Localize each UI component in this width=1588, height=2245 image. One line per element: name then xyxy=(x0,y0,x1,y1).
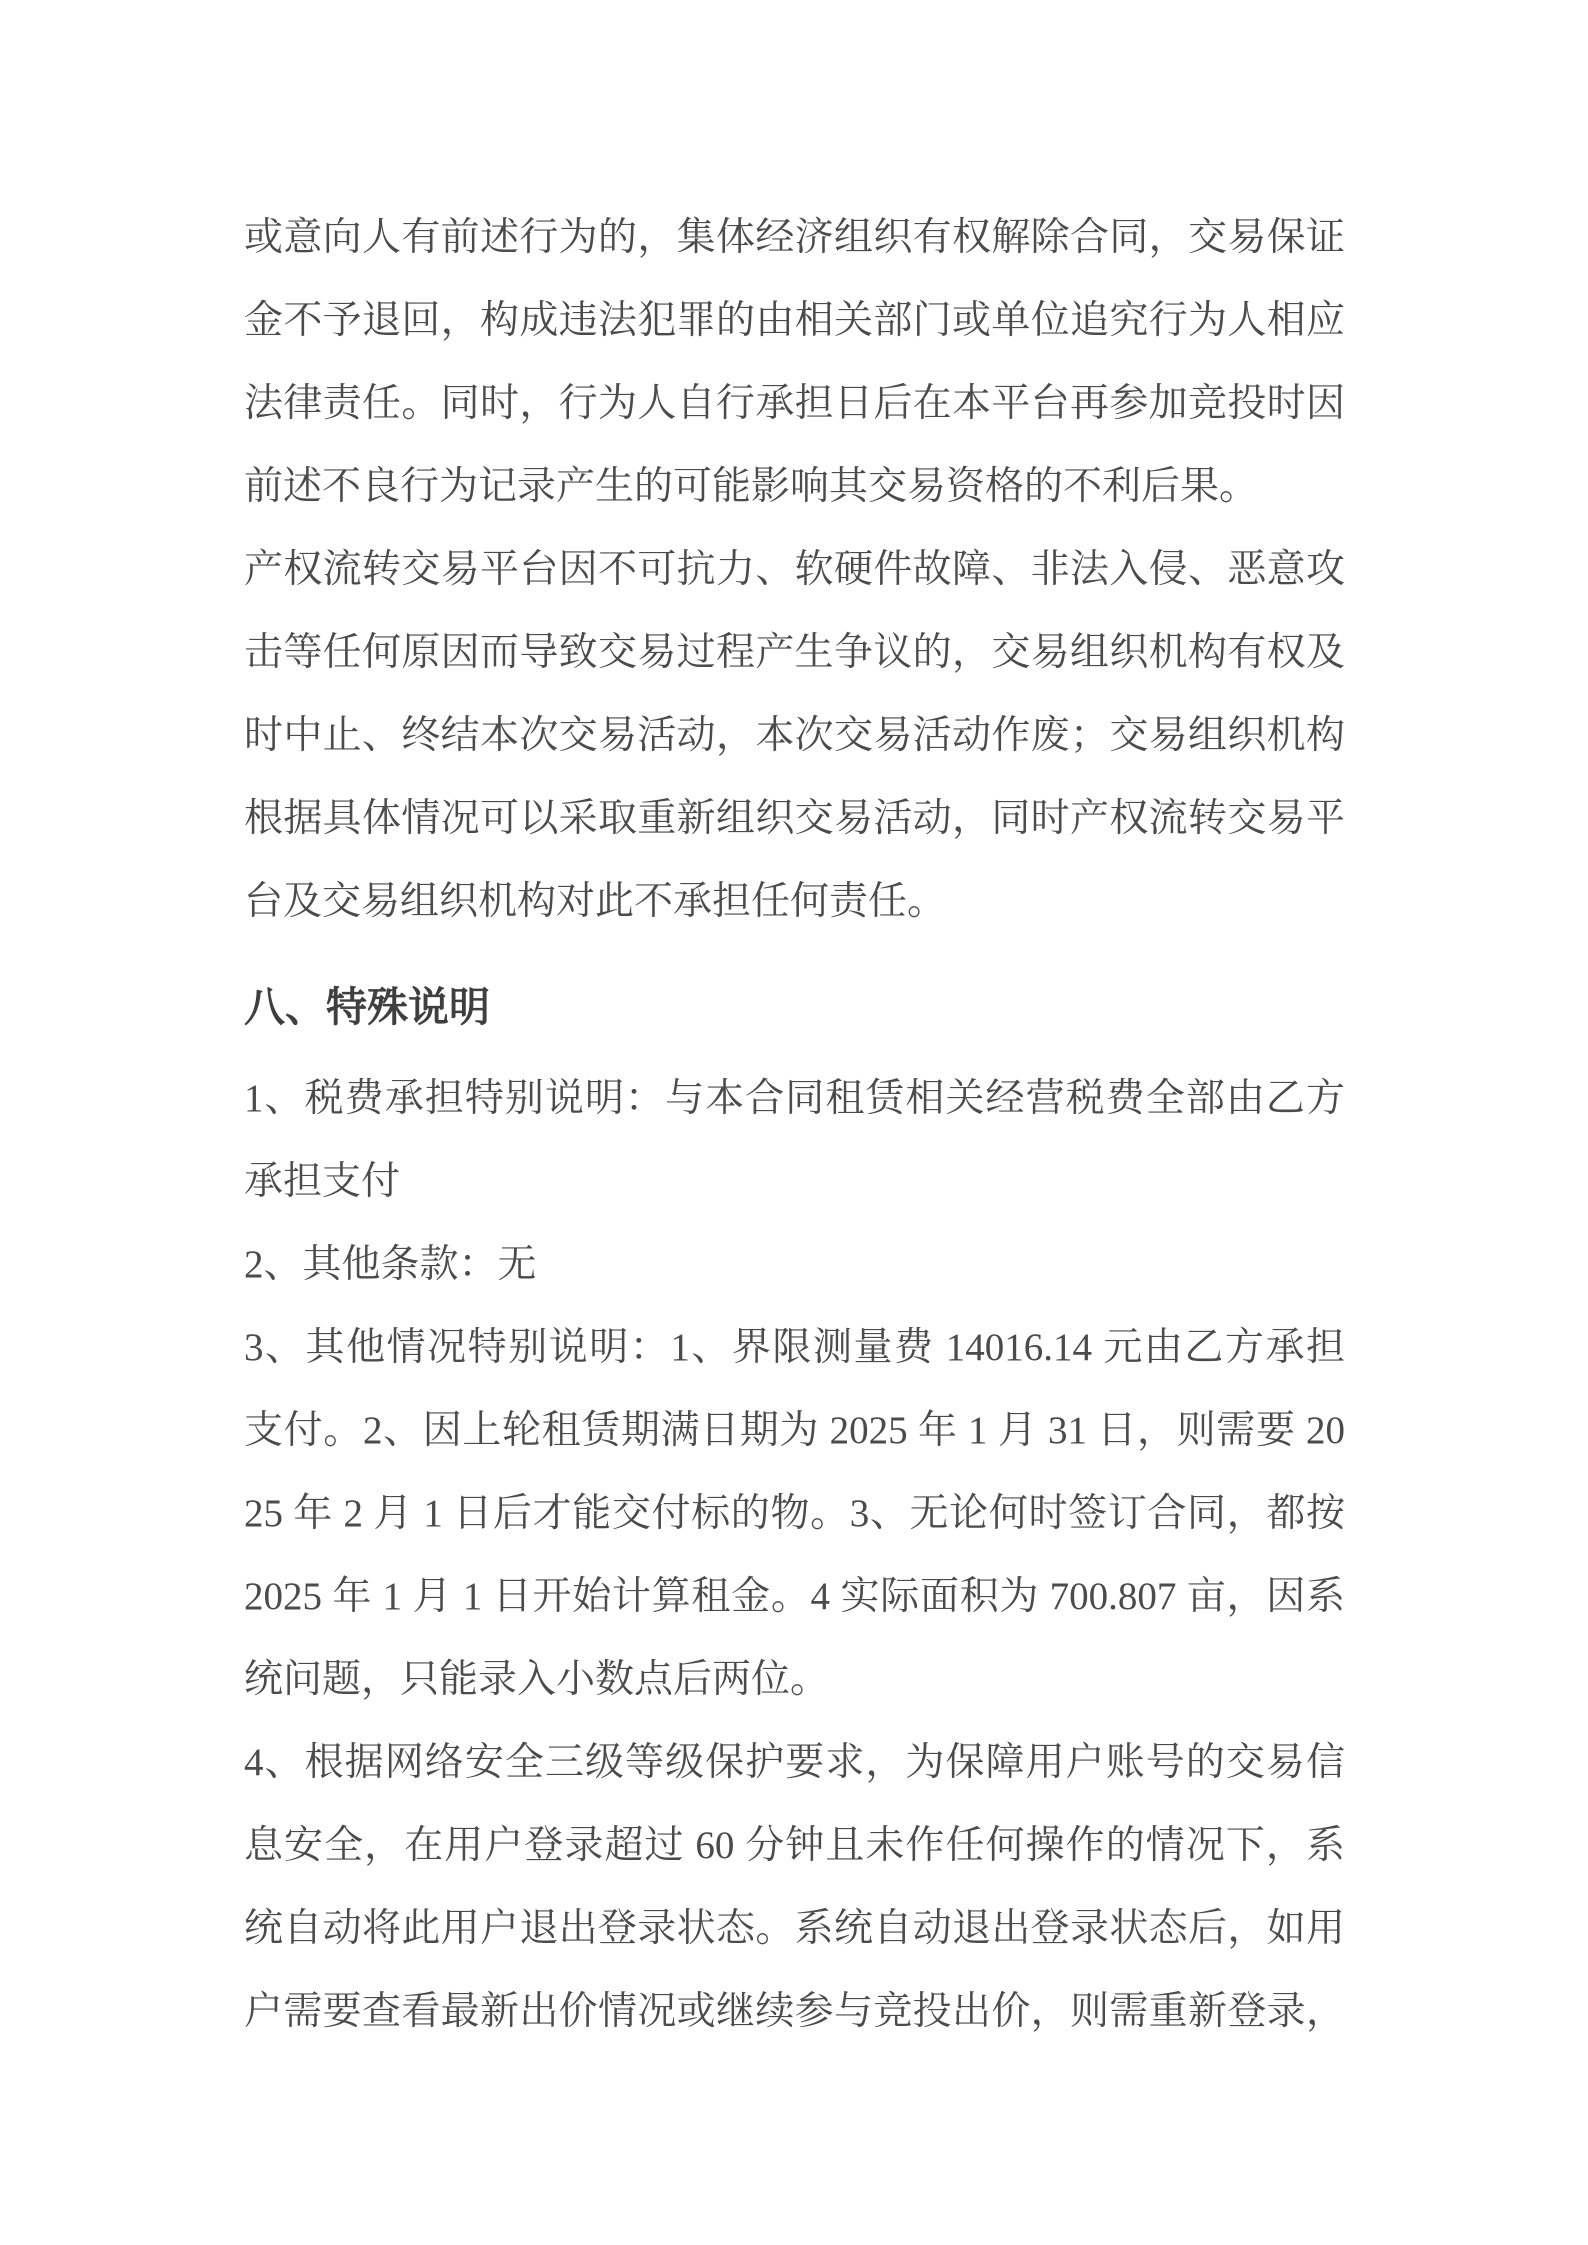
section-heading-special-notes: 八、特殊说明 xyxy=(244,984,490,1030)
para-tax-burden-note xyxy=(244,1057,1345,1223)
text-line: 统问题，只能录入小数点后两位。 xyxy=(244,1658,830,1701)
text-line: 支付。2、因上轮租赁期满日期为 2025 年 1 月 31 日，则需要 20 xyxy=(244,1409,1345,1452)
para-other-terms xyxy=(244,1223,1345,1306)
para-breach-consequences xyxy=(244,196,1345,528)
text-line: 击等任何原因而导致交易过程产生争议的，交易组织机构有权及 xyxy=(244,631,1345,674)
text-line: 4、根据网络安全三级等级保护要求，为保障用户账号的交易信 xyxy=(244,1741,1345,1784)
text-line: 统自动将此用户退出登录状态。系统自动退出登录状态后，如用 xyxy=(244,1907,1345,1950)
text-line: 25 年 2 月 1 日后才能交付标的物。3、无论何时签订合同，都按 xyxy=(244,1492,1345,1535)
para-platform-disclaimer xyxy=(244,528,1345,943)
text-line: 台及交易组织机构对此不承担任何责任。 xyxy=(244,880,947,923)
document-content xyxy=(244,196,1345,2053)
text-line: 1、税费承担特别说明：与本合同租赁相关经营税费全部由乙方 xyxy=(244,1077,1345,1120)
text-line: 时中止、终结本次交易活动，本次交易活动作废；交易组织机构 xyxy=(244,714,1345,757)
text-line: 3、其他情况特别说明：1、界限测量费 14016.14 元由乙方承担 xyxy=(244,1326,1345,1369)
text-line: 2025 年 1 月 1 日开始计算租金。4 实际面积为 700.807 亩，因系 xyxy=(244,1575,1345,1618)
para-other-special-notes xyxy=(244,1306,1345,1721)
para-network-security-logout xyxy=(244,1721,1345,2053)
text-line: 息安全，在用户登录超过 60 分钟且未作任何操作的情况下，系 xyxy=(244,1824,1345,1867)
text-line: 产权流转交易平台因不可抗力、软硬件故障、非法入侵、恶意攻 xyxy=(244,548,1345,591)
text-line: 根据具体情况可以采取重新组织交易活动，同时产权流转交易平 xyxy=(244,797,1345,840)
text-line: 金不予退回，构成违法犯罪的由相关部门或单位追究行为人相应 xyxy=(244,299,1345,342)
text-line: 承担支付 xyxy=(244,1160,401,1203)
text-line: 前述不良行为记录产生的可能影响其交易资格的不利后果。 xyxy=(244,465,1259,508)
text-line: 户需要查看最新出价情况或继续参与竞投出价，则需重新登录， xyxy=(244,1990,1345,2033)
text-line: 法律责任。同时，行为人自行承担日后在本平台再参加竞投时因 xyxy=(244,382,1345,425)
text-line: 2、其他条款：无 xyxy=(244,1243,537,1286)
text-line: 或意向人有前述行为的，集体经济组织有权解除合同，交易保证 xyxy=(244,216,1345,259)
